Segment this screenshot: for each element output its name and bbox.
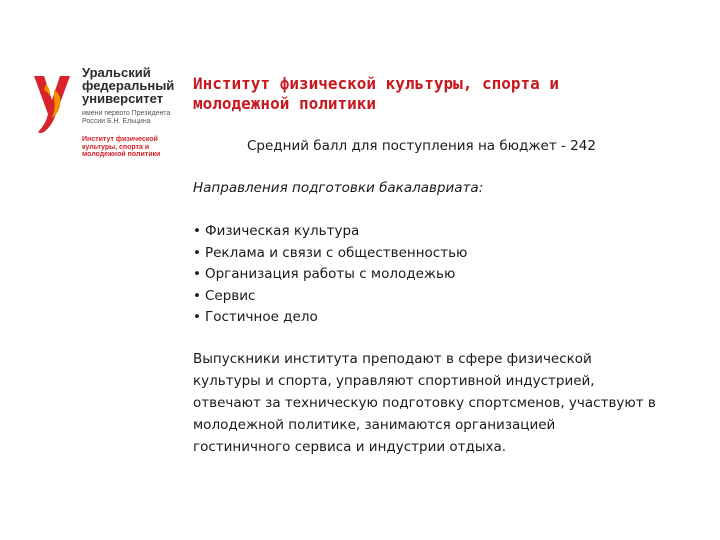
description-line: культуры и спорта, управляют спортивной индустрией,	[193, 373, 595, 389]
university-name	[82, 66, 174, 105]
university-subtitle	[82, 110, 170, 126]
list-item: • Реклама и связи с общественностью	[193, 243, 467, 265]
university-subtitle-line: имени первого Президента	[82, 110, 171, 117]
university-name-line: федеральный	[82, 78, 175, 93]
description-line: молодежной политике, занимаются организацией	[193, 417, 556, 433]
description-line: гостиничного сервиса и индустрии отдыха.	[193, 439, 507, 455]
university-name-line: Уральский	[82, 65, 151, 80]
title-line: Институт физической культуры, спорта и	[193, 74, 560, 93]
directions-list	[193, 221, 467, 329]
list-item: • Гостичное дело	[193, 307, 467, 329]
average-score-text: Средний балл для поступления на бюджет - 242	[247, 138, 596, 154]
institute-name-line: Институт физической	[82, 136, 158, 143]
title-line: молодежной политики	[193, 94, 377, 113]
institute-name-line: молодежной политики	[82, 151, 161, 158]
list-item: • Организация работы с молодежью	[193, 264, 467, 286]
description-line: Выпускники института преподают в сфере физической	[193, 351, 592, 367]
urfu-logo	[30, 66, 190, 166]
list-item: • Физическая культура	[193, 221, 467, 243]
university-name-line: университет	[82, 91, 164, 106]
page-title	[193, 74, 673, 114]
list-item: • Сервис	[193, 286, 467, 308]
description-line: отвечают за техническую подготовку спортсменов, участвуют в	[193, 395, 656, 411]
institute-name-line: культуры, спорта и	[82, 143, 150, 151]
description-paragraph	[193, 348, 693, 458]
directions-heading: Направления подготовки бакалавриата:	[193, 180, 484, 196]
institute-name-small	[82, 136, 160, 159]
university-subtitle-line: России Б.Н. Ельцина	[82, 118, 151, 125]
urfu-emblem-icon	[30, 70, 74, 140]
